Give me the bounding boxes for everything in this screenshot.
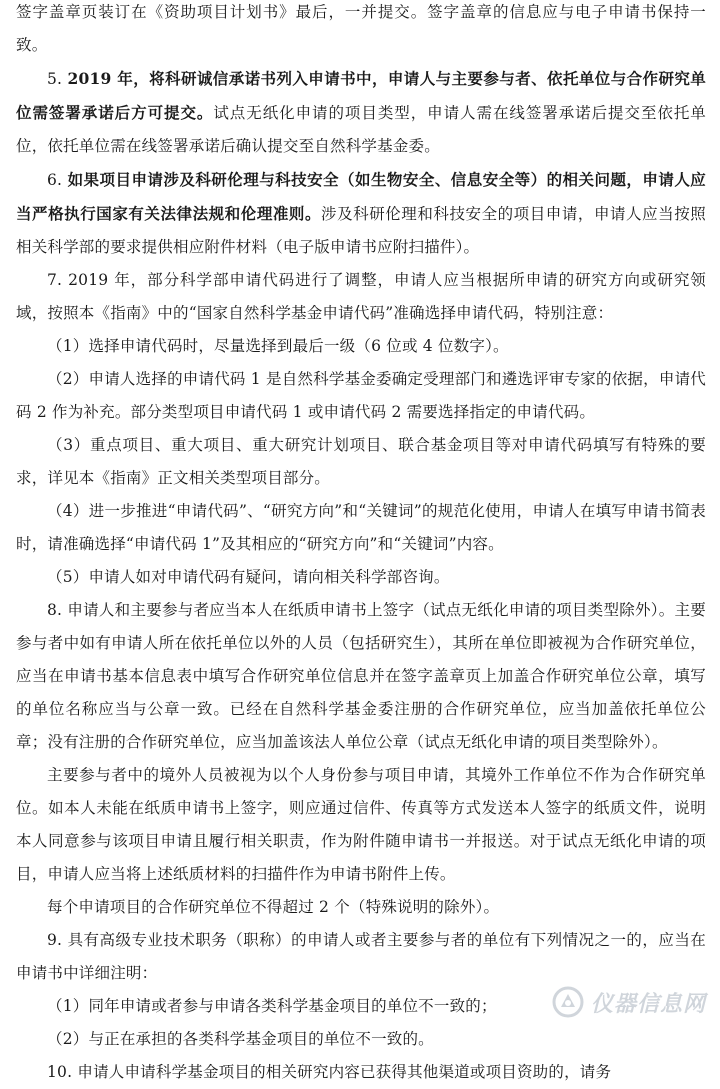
text-segment: 试点无纸化申请的项目类型，申请人需在线签署承诺后提交至依托单位，依托单位需在线签署承诺后确认提交至自然科学基金委。 bbox=[16, 104, 706, 155]
bold-text-segment: 2019 年，将科研诚信承诺书列入申请书中，申请人与主要参与者、依托单位与合作研究单位需签署承诺后方可提交。 bbox=[16, 69, 706, 122]
document-body bbox=[16, 0, 706, 1089]
watermark-text: 仪器信息网 bbox=[590, 991, 706, 1017]
text-segment: 10. 申请人申请科学基金项目的相关研究内容已获得其他渠道或项目资助的，请务 bbox=[47, 1063, 612, 1081]
paragraph-item-8 bbox=[16, 594, 706, 759]
text-segment: （1）选择申请代码时，尽量选择到最后一级（6 位或 4 位数字）。 bbox=[47, 337, 509, 355]
paragraph-item-9-2 bbox=[16, 1023, 706, 1056]
paragraph-item-8-partner-limit bbox=[16, 891, 706, 924]
text-segment: 9. 具有高级专业技术职务（职称）的申请人或者主要参与者的单位有下列情况之一的，应当在申请书中详细注明： bbox=[16, 931, 706, 982]
paragraph-item-9-1 bbox=[16, 990, 706, 1023]
text-segment: 每个申请项目的合作研究单位不得超过 2 个（特殊说明的除外）。 bbox=[47, 898, 500, 916]
paragraph-item-7-5 bbox=[16, 561, 706, 594]
paragraph-p0 bbox=[16, 0, 706, 62]
text-segment: （3）重点项目、重大项目、重大研究计划项目、联合基金项目等对申请代码填写有特殊的要求，详见本《指南》正文相关类型项目部分。 bbox=[16, 436, 706, 487]
paragraph-item-7-4 bbox=[16, 495, 706, 561]
text-segment: 签字盖章页装订在《资助项目计划书》最后，一并提交。签字盖章的信息应与电子申请书保持一致。 bbox=[16, 3, 706, 54]
paragraph-item-10 bbox=[16, 1056, 706, 1089]
text-segment: 7. 2019 年，部分科学部申请代码进行了调整，申请人应当根据所申请的研究方向或研究领域，按照本《指南》中的“国家自然科学基金申请代码”准确选择申请代码，特别注意： bbox=[16, 271, 706, 322]
text-segment: （1）同年申请或者参与申请各类科学基金项目的单位不一致的； bbox=[47, 997, 497, 1015]
paragraph-item-7 bbox=[16, 264, 706, 330]
paragraph-item-7-2 bbox=[16, 363, 706, 429]
paragraph-item-7-1 bbox=[16, 330, 706, 363]
text-segment: （2）申请人选择的申请代码 1 是自然科学基金委确定受理部门和遴选评审专家的依据，申请代码 2 作为补充。部分类型项目申请代码 1 或申请代码 2 需要选择指定的申请代码。 bbox=[16, 370, 706, 421]
paragraph-item-9 bbox=[16, 924, 706, 990]
text-segment: （5）申请人如对申请代码有疑问，请向相关科学部咨询。 bbox=[47, 568, 450, 586]
paragraph-item-8-foreign-participants bbox=[16, 759, 706, 891]
text-segment: （4）进一步推进“申请代码”、“研究方向”和“关键词”的规范化使用，申请人在填写申请书简表时，请准确选择“申请代码 1”及其相应的“研究方向”和“关键词”内容。 bbox=[16, 502, 706, 553]
text-segment: 5. bbox=[47, 70, 68, 88]
paragraph-item-6 bbox=[16, 163, 706, 264]
text-segment: （2）与正在承担的各类科学基金项目的单位不一致的。 bbox=[47, 1030, 434, 1048]
text-segment: 涉及科研伦理和科技安全的项目申请，申请人应当按照相关科学部的要求提供相应附件材料（电子版申请书应附扫描件）。 bbox=[16, 205, 706, 256]
text-segment: 主要参与者中的境外人员被视为以个人身份参与项目申请，其境外工作单位不作为合作研究单位。如本人未能在纸质申请书上签字，则应通过信件、传真等方式发送本人签字的纸质文件，说明本人同意参与该项目申请且履行相关职责，作为附件随申请书一并报送。对于试点无纸化申请的项目，申请人应当将上述纸质材料的扫描件作为申请书附件上传。 bbox=[16, 766, 706, 883]
bold-text-segment: 如果项目申请涉及科研伦理与科技安全（如生物安全、信息安全等）的相关问题，申请人应当严格执行国家有关法律法规和伦理准则。 bbox=[16, 170, 706, 223]
text-segment: 6. bbox=[47, 171, 68, 189]
paragraph-item-7-3 bbox=[16, 429, 706, 495]
text-segment: 8. 申请人和主要参与者应当本人在纸质申请书上签字（试点无纸化申请的项目类型除外）。主要参与者中如有申请人所在依托单位以外的人员（包括研究生），其所在单位即被视为合作研究单位，应当在申请书基本信息表中填写合作研究单位信息并在签字盖章页上加盖合作研究单位公章，填写的单位名称应当与公章一致。已经在自然科学基金委注册的合作研究单位，应当加盖依托单位公章；没有注册的合作研究单位，应当加盖该法人单位公章（试点无纸化申请的项目类型除外）。 bbox=[16, 601, 706, 751]
paragraph-item-5 bbox=[16, 62, 706, 163]
